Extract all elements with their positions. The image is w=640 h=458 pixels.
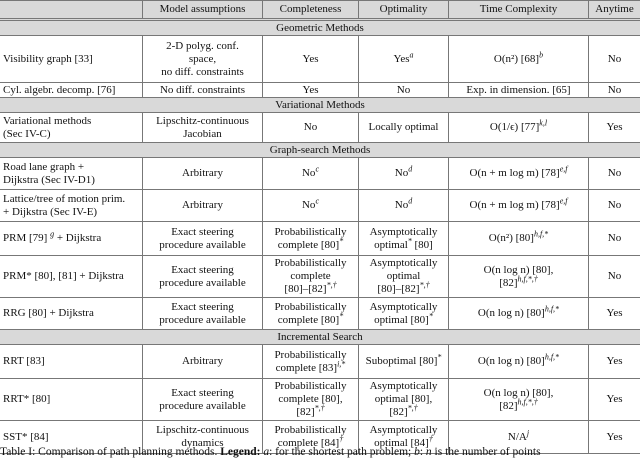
- cell-footnote: *: [429, 311, 433, 320]
- cell-text-after: [80]: [412, 239, 433, 251]
- cell-text: O(n + m log m) [78]: [470, 199, 560, 211]
- cell-text: No: [608, 232, 621, 244]
- cell-footnote: †: [429, 434, 433, 443]
- cell-time-complexity: [449, 222, 589, 256]
- cell-anytime: [589, 36, 640, 83]
- cell-time-complexity: [449, 298, 589, 330]
- cell-time-complexity: [449, 158, 589, 190]
- cell-text: PRM* [80], [81] + Dijkstra: [3, 270, 124, 282]
- cell-optimality: [359, 113, 449, 143]
- cell-text: O(n + m log m) [78]: [470, 167, 560, 179]
- table-row: [0, 222, 640, 256]
- cell-completeness: [263, 298, 359, 330]
- cell-optimality: [359, 83, 449, 98]
- cell-footnote: k,l: [539, 118, 547, 127]
- cell-footnote: *: [339, 236, 343, 245]
- cell-text: Suboptimal [80]: [366, 355, 438, 367]
- cell-time-complexity: [449, 36, 589, 83]
- cell-footnote: j: [527, 428, 529, 437]
- cell-completeness: [263, 190, 359, 222]
- cell-text: N/A: [508, 431, 527, 443]
- cell-method: [0, 345, 143, 379]
- cell-time-complexity: [449, 256, 589, 298]
- cell-text: O(n log n) [80], [82]: [484, 387, 554, 412]
- cell-text: No: [608, 167, 621, 179]
- cell-text: Arbitrary: [182, 167, 223, 179]
- cell-footnote: †: [339, 434, 343, 443]
- cell-footnote: d: [408, 196, 412, 205]
- cell-text: Yes: [393, 53, 409, 65]
- cell-model-assumptions: [143, 256, 263, 298]
- cell-model-assumptions: [143, 222, 263, 256]
- cell-text: Arbitrary: [182, 355, 223, 367]
- cell-anytime: [589, 158, 640, 190]
- cell-text: O(n log n) [80]: [478, 355, 545, 367]
- cell-text: O(n log n) [80]: [478, 307, 545, 319]
- cell-text: No: [395, 167, 408, 179]
- cell-optimality: [359, 379, 449, 421]
- cell-text: O(1/ϵ) [77]: [490, 121, 539, 133]
- cell-text: Probabilistically complete [80]: [274, 226, 346, 251]
- section-row: [0, 330, 640, 345]
- cell-time-complexity: [449, 113, 589, 143]
- cell-footnote: e,f: [560, 196, 568, 205]
- cell-completeness: [263, 36, 359, 83]
- cell-text: Cyl. algebr. decomp. [76]: [3, 84, 115, 96]
- cell-model-assumptions: [143, 83, 263, 98]
- cell-optimality: [359, 298, 449, 330]
- table-row: [0, 158, 640, 190]
- cell-completeness: [263, 222, 359, 256]
- cell-model-assumptions: [143, 190, 263, 222]
- cell-method: [0, 158, 143, 190]
- cell-time-complexity: [449, 345, 589, 379]
- cell-text: Exact steering procedure available: [159, 226, 245, 251]
- cell-text: Yes: [606, 393, 622, 405]
- section-title: Variational Methods: [0, 98, 640, 113]
- cell-text: RRT [83]: [3, 355, 45, 367]
- cell-method: [0, 36, 143, 83]
- cell-footnote: *: [408, 236, 412, 245]
- table-row: [0, 36, 640, 83]
- column-header-model-assumptions: Model assumptions: [143, 1, 263, 20]
- cell-text: Probabilistically complete [80], [82]: [274, 380, 346, 418]
- cell-completeness: [263, 379, 359, 421]
- table-row: [0, 190, 640, 222]
- cell-text: No: [608, 53, 621, 65]
- cell-method: [0, 113, 143, 143]
- cell-text: Visibility graph [33]: [3, 53, 93, 65]
- cell-footnote: c: [315, 196, 319, 205]
- cell-model-assumptions: [143, 158, 263, 190]
- cell-text: Asymptotically optimal [80]: [370, 301, 438, 326]
- cell-method: [0, 83, 143, 98]
- cell-footnote: h,f,*: [545, 352, 559, 361]
- cell-text: SST* [84]: [3, 431, 49, 443]
- cell-text: Exact steering procedure available: [159, 301, 245, 326]
- cell-method: [0, 222, 143, 256]
- section-row: [0, 20, 640, 36]
- cell-completeness: [263, 345, 359, 379]
- cell-footnote: a: [410, 50, 414, 59]
- cell-text: Asymptotically optimal [84]: [370, 424, 438, 449]
- cell-text: Yes: [302, 53, 318, 65]
- table-row: [0, 298, 640, 330]
- cell-text: Exact steering procedure available: [159, 264, 245, 289]
- cell-model-assumptions: [143, 113, 263, 143]
- cell-completeness: [263, 158, 359, 190]
- table-row: [0, 113, 640, 143]
- cell-text: Exact steering procedure available: [159, 387, 245, 412]
- cell-text: Yes: [606, 121, 622, 133]
- cell-footnote: *,†: [315, 403, 325, 412]
- cell-method: [0, 379, 143, 421]
- cell-text: No: [397, 84, 410, 96]
- cell-anytime: [589, 345, 640, 379]
- cell-optimality: [359, 345, 449, 379]
- cell-anytime: [589, 222, 640, 256]
- cell-completeness: [263, 113, 359, 143]
- cell-text: O(n²) [68]: [494, 53, 539, 65]
- cell-text: No: [304, 121, 317, 133]
- cell-text: No: [395, 199, 408, 211]
- cell-method: [0, 298, 143, 330]
- cell-method: [0, 256, 143, 298]
- cell-text: Yes: [606, 431, 622, 443]
- cell-model-assumptions: [143, 298, 263, 330]
- cell-footnote: h,f,*: [545, 304, 559, 313]
- cell-text: Locally optimal: [369, 121, 439, 133]
- section-row: [0, 143, 640, 158]
- cell-anytime: [589, 298, 640, 330]
- cell-anytime: [589, 256, 640, 298]
- cell-footnote: g: [50, 229, 54, 238]
- cell-text: O(n log n) [80], [82]: [484, 264, 554, 289]
- cell-text: No: [302, 167, 315, 179]
- cell-text: Arbitrary: [182, 199, 223, 211]
- cell-text: Asymptotically optimal [80], [82]: [370, 380, 438, 418]
- cell-model-assumptions: [143, 36, 263, 83]
- cell-text: Yes: [302, 84, 318, 96]
- cell-text: PRM [79]: [3, 232, 50, 244]
- column-header-anytime: Anytime: [589, 1, 640, 20]
- cell-text-after: + Dijkstra: [54, 232, 101, 244]
- cell-footnote: e,f: [560, 164, 568, 173]
- cell-model-assumptions: [143, 345, 263, 379]
- cell-footnote: h,f,*,†: [518, 274, 538, 283]
- cell-text: No: [608, 270, 621, 282]
- column-header-method: [0, 1, 143, 20]
- cell-text: Lattice/tree of motion prim. + Dijkstra (Sec IV-E): [3, 193, 125, 218]
- cell-text: No diff. constraints: [160, 84, 245, 96]
- cell-footnote: h,f,*,†: [518, 397, 538, 406]
- section-row: [0, 98, 640, 113]
- section-title: Geometric Methods: [0, 20, 640, 36]
- column-header-time-complexity: Time Complexity: [449, 1, 589, 20]
- cell-optimality: [359, 222, 449, 256]
- cell-footnote: h,f,*: [534, 229, 548, 238]
- cell-footnote: *,†: [327, 280, 337, 289]
- cell-text: No: [302, 199, 315, 211]
- cell-text: Lipschitz-continuous dynamics: [156, 424, 249, 449]
- cell-text: Probabilistically complete [80]–[82]: [274, 257, 346, 295]
- cell-text: No: [608, 199, 621, 211]
- cell-footnote: *,†: [408, 403, 418, 412]
- table-row: [0, 379, 640, 421]
- cell-text: Asymptotically optimal: [370, 226, 438, 251]
- section-title: Graph-search Methods: [0, 143, 640, 158]
- section-title: Incremental Search: [0, 330, 640, 345]
- cell-footnote: c: [315, 164, 319, 173]
- cell-text: O(n²) [80]: [489, 232, 534, 244]
- cell-text: Road lane graph + Dijkstra (Sec IV-D1): [3, 161, 95, 186]
- cell-model-assumptions: [143, 379, 263, 421]
- cell-anytime: [589, 83, 640, 98]
- cell-time-complexity: [449, 83, 589, 98]
- cell-method: [0, 190, 143, 222]
- cell-text: RRG [80] + Dijkstra: [3, 307, 94, 319]
- cell-footnote: *,†: [420, 280, 430, 289]
- table-row: [0, 83, 640, 98]
- cell-anytime: [589, 113, 640, 143]
- cell-text: Variational methods (Sec IV-C): [3, 115, 91, 140]
- cell-text: Probabilistically complete [83]: [274, 349, 346, 374]
- table-row: [0, 345, 640, 379]
- cell-optimality: [359, 158, 449, 190]
- header-row: [0, 1, 640, 20]
- cell-footnote: d: [408, 164, 412, 173]
- cell-footnote: i,*: [337, 359, 345, 368]
- cell-text: Yes: [606, 307, 622, 319]
- cell-optimality: [359, 190, 449, 222]
- cell-text: Exp. in dimension. [65]: [466, 84, 570, 96]
- cell-text: Lipschitz-continuous Jacobian: [156, 115, 249, 140]
- cell-completeness: [263, 256, 359, 298]
- column-header-optimality: Optimality: [359, 1, 449, 20]
- cell-text: 2-D polyg. conf. space, no diff. constraints: [161, 40, 244, 78]
- cell-footnote: *: [437, 352, 441, 361]
- table-row: [0, 256, 640, 298]
- cell-optimality: [359, 256, 449, 298]
- cell-footnote: b: [539, 50, 543, 59]
- cell-text: Probabilistically complete [84]: [274, 424, 346, 449]
- cell-completeness: [263, 83, 359, 98]
- cell-optimality: [359, 36, 449, 83]
- cell-text: Yes: [606, 355, 622, 367]
- cell-time-complexity: [449, 190, 589, 222]
- cell-text: No: [608, 84, 621, 96]
- table-caption: Table I: Comparison of path planning methods. Legend: a: for the shortest path problem; b: n is the number of points: [0, 446, 640, 458]
- cell-text: RRT* [80]: [3, 393, 50, 405]
- cell-text: Asymptotically optimal [80]–[82]: [370, 257, 438, 295]
- cell-anytime: [589, 379, 640, 421]
- column-header-completeness: Completeness: [263, 1, 359, 20]
- cell-footnote: *: [339, 311, 343, 320]
- cell-text: Probabilistically complete [80]: [274, 301, 346, 326]
- cell-time-complexity: [449, 379, 589, 421]
- cell-anytime: [589, 190, 640, 222]
